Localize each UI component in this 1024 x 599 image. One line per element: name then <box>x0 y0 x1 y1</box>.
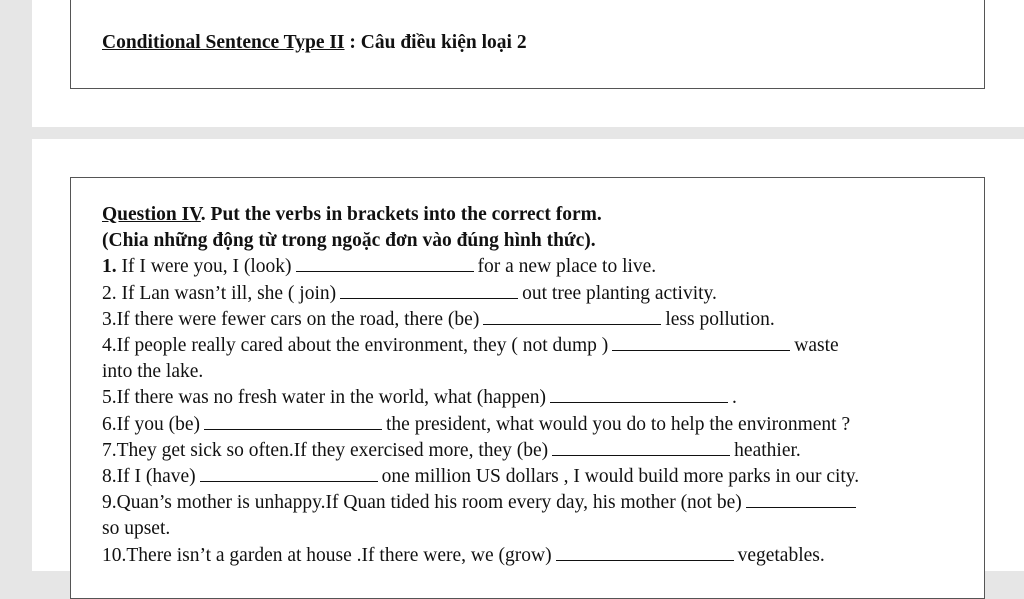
answer-blank[interactable] <box>612 333 790 351</box>
answer-blank[interactable] <box>204 412 382 430</box>
exercise-item-7 <box>102 438 972 464</box>
item-number: 6. <box>102 413 117 435</box>
item-number: 8. <box>102 466 117 488</box>
answer-blank[interactable] <box>550 385 728 403</box>
item-text-after: heathier. <box>734 439 801 461</box>
answer-blank[interactable] <box>296 254 474 272</box>
item-text-before: If I (have) <box>116 466 196 488</box>
answer-blank[interactable] <box>552 438 730 456</box>
exercise-item-4 <box>102 333 972 359</box>
answer-blank[interactable] <box>746 490 856 508</box>
item-number: 4. <box>102 335 117 357</box>
section-title <box>102 32 527 54</box>
item-number: 10. <box>102 544 127 566</box>
item-text-before: If there were fewer cars on the road, there (be) <box>116 308 480 330</box>
section-title-underlined: Conditional Sentence Type II <box>102 32 345 53</box>
question-label: Question IV <box>102 204 201 225</box>
item-number: 1. <box>102 256 117 278</box>
exercise-item-6 <box>102 412 972 438</box>
item-text-after: for a new place to live. <box>477 256 657 278</box>
exercise-item-4-continued: into the lake. <box>102 361 204 383</box>
item-text-before: Quan’s mother is unhappy.If Quan tided his room every day, his mother (not be) <box>116 492 742 514</box>
exercise-item-9-continued: so upset. <box>102 518 171 540</box>
exercise-item-8 <box>102 464 972 490</box>
item-text-before: If there was no fresh water in the world, what (happen) <box>116 387 547 409</box>
answer-blank[interactable] <box>340 281 518 299</box>
question-instruction: . Put the verbs in brackets into the correct form. <box>200 204 602 225</box>
item-number: 3. <box>102 308 117 330</box>
item-text-after: less pollution. <box>665 308 775 330</box>
item-text-before: They get sick so often.If they exercised more, they (be) <box>116 439 549 461</box>
exercise-item-9 <box>102 490 972 516</box>
item-text-after: . <box>732 387 737 409</box>
exercise-item-5 <box>102 385 972 411</box>
page-bottom <box>32 139 1024 571</box>
item-number: 5. <box>102 387 117 409</box>
page-top <box>32 0 1024 127</box>
item-text-before: If Lan wasn’t ill, she ( join) <box>116 282 337 304</box>
title-box <box>70 0 985 89</box>
item-text-after: waste <box>794 335 839 357</box>
exercise-box <box>70 177 985 599</box>
item-number: 9. <box>102 492 117 514</box>
section-title-vietnamese: : Câu điều kiện loại 2 <box>344 32 527 53</box>
exercise-item-1 <box>102 254 972 280</box>
answer-blank[interactable] <box>483 307 661 325</box>
item-text-before: If I were you, I (look) <box>116 256 292 278</box>
item-text-before: If you (be) <box>116 413 201 435</box>
question-heading <box>102 202 972 228</box>
item-text-before: There isn’t a garden at house .If there were, we (grow) <box>126 544 552 566</box>
exercise-item-2 <box>102 281 972 307</box>
exercise-content <box>102 202 972 569</box>
item-text-after: one million US dollars , I would build more parks in our city. <box>381 466 860 488</box>
item-text-after: the president, what would you do to help the environment ? <box>386 413 851 435</box>
answer-blank[interactable] <box>556 543 734 561</box>
item-number: 2. <box>102 282 117 304</box>
item-number: 7. <box>102 439 117 461</box>
item-text-after: out tree planting activity. <box>522 282 717 304</box>
exercise-item-3 <box>102 307 972 333</box>
question-instruction-vi: (Chia những động từ trong ngoặc đơn vào đúng hình thức). <box>102 230 596 252</box>
answer-blank[interactable] <box>200 464 378 482</box>
item-text-before: If people really cared about the environment, they ( not dump ) <box>116 335 609 357</box>
exercise-item-10 <box>102 543 972 569</box>
item-text-after: vegetables. <box>737 544 825 566</box>
